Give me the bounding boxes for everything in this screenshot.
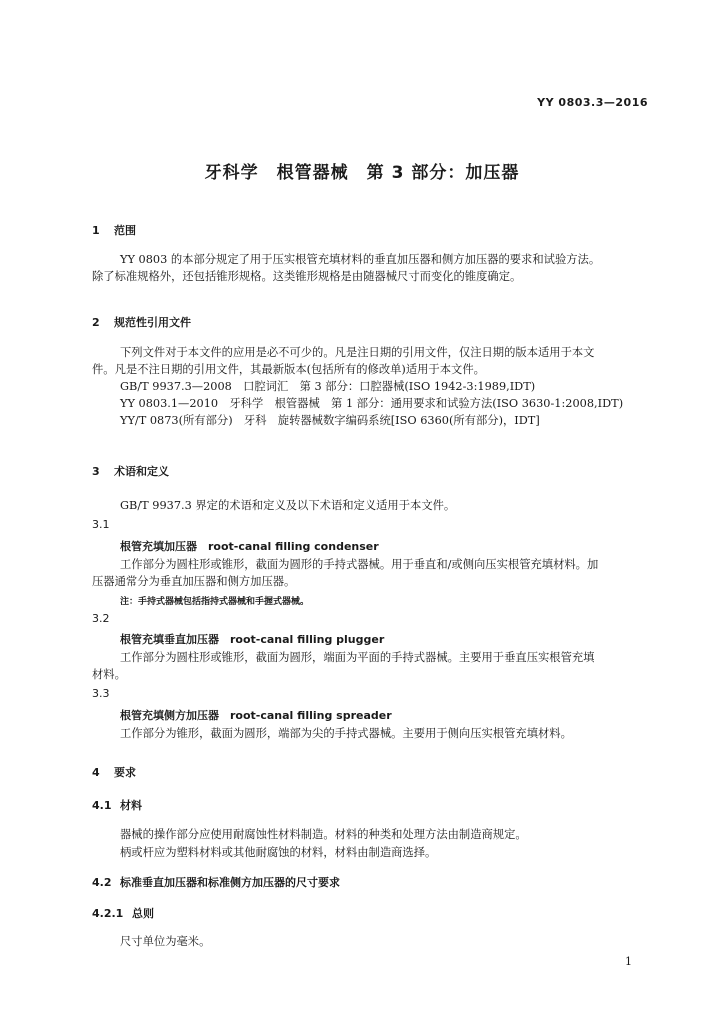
section-title: 术语和定义 <box>114 465 169 478</box>
paragraph-line: 柄或杆应为塑料材料或其他耐腐蚀的材料，材料由制造商选择。 <box>120 846 437 859</box>
reference-item: YY 0803.1—2010 牙科学 根管器械 第 1 部分：通用要求和试验方法(ISO 3630-1:2008,IDT) <box>120 397 624 410</box>
term-number: 3.1 <box>92 518 110 531</box>
subsection-title: 材料 <box>120 799 142 812</box>
paragraph-line: 工作部分为圆柱形或锥形，截面为圆形，端面为平面的手持式器械。主要用于垂直压实根管充填 <box>120 651 595 664</box>
subsection-4-2-1-heading <box>92 905 154 921</box>
reference-item: YY/T 0873(所有部分) 牙科 旋转器械数字编码系统[ISO 6360(所有部分)，IDT] <box>120 414 540 427</box>
section-title: 范围 <box>114 224 136 237</box>
subsection-4-1-heading <box>92 797 142 813</box>
section-number: 4 <box>92 766 100 779</box>
term-title: 根管充填加压器 root-canal filling condenser <box>120 540 379 553</box>
paragraph-line: 下列文件对于本文件的应用是必不可少的。凡是注日期的引用文件，仅注日期的版本适用于本文 <box>120 346 595 359</box>
section-1-heading <box>92 222 136 238</box>
note: 注：手持式器械包括指持式器械和手握式器械。 <box>120 597 310 607</box>
paragraph-line: GB/T 9937.3 界定的术语和定义及以下术语和定义适用于本文件。 <box>120 499 456 512</box>
subsection-number: 4.2 <box>92 876 112 889</box>
section-2-heading <box>92 314 191 330</box>
subsection-title: 总则 <box>132 907 154 920</box>
subsection-number: 4.2.1 <box>92 907 124 920</box>
section-number: 1 <box>92 224 100 237</box>
subsection-4-2-heading <box>92 874 340 890</box>
section-3-heading <box>92 463 169 479</box>
term-number: 3.2 <box>92 612 110 625</box>
paragraph-line: 压器通常分为垂直加压器和侧方加压器。 <box>92 575 296 588</box>
section-title: 要求 <box>114 766 136 779</box>
paragraph-line: 件。凡是不注日期的引用文件，其最新版本(包括所有的修改单)适用于本文件。 <box>92 363 485 376</box>
subsection-number: 4.1 <box>92 799 112 812</box>
standard-number: YY 0803.3—2016 <box>537 96 648 109</box>
term-title: 根管充填侧方加压器 root-canal filling spreader <box>120 709 392 722</box>
paragraph-line: 器械的操作部分应使用耐腐蚀性材料制造。材料的种类和处理方法由制造商规定。 <box>120 828 527 841</box>
paragraph-line: 材料。 <box>92 668 126 681</box>
paragraph-line: 工作部分为圆柱形或锥形，截面为圆形的手持式器械。用于垂直和/或侧向压实根管充填材料。加 <box>120 558 599 571</box>
section-number: 2 <box>92 316 100 329</box>
reference-item: GB/T 9937.3—2008 口腔词汇 第 3 部分：口腔器械(ISO 1942-3:1989,IDT) <box>120 380 536 393</box>
term-number: 3.3 <box>92 687 110 700</box>
term-title: 根管充填垂直加压器 root-canal filling plugger <box>120 633 385 646</box>
paragraph-line: 尺寸单位为毫米。 <box>120 935 211 948</box>
section-title: 规范性引用文件 <box>114 316 191 329</box>
section-number: 3 <box>92 465 100 478</box>
document-title: 牙科学 根管器械 第 3 部分：加压器 <box>204 163 520 183</box>
paragraph-line: 工作部分为锥形，截面为圆形，端部为尖的手持式器械。主要用于侧向压实根管充填材料。 <box>120 727 572 740</box>
section-4-heading <box>92 764 136 780</box>
paragraph-line: YY 0803 的本部分规定了用于压实根管充填材料的垂直加压器和侧方加压器的要求和试验方法。 <box>120 253 601 266</box>
paragraph-line: 除了标准规格外，还包括锥形规格。这类锥形规格是由随器械尺寸而变化的锥度确定。 <box>92 270 522 283</box>
subsection-title: 标准垂直加压器和标准侧方加压器的尺寸要求 <box>120 876 340 889</box>
page-number: 1 <box>625 955 632 968</box>
